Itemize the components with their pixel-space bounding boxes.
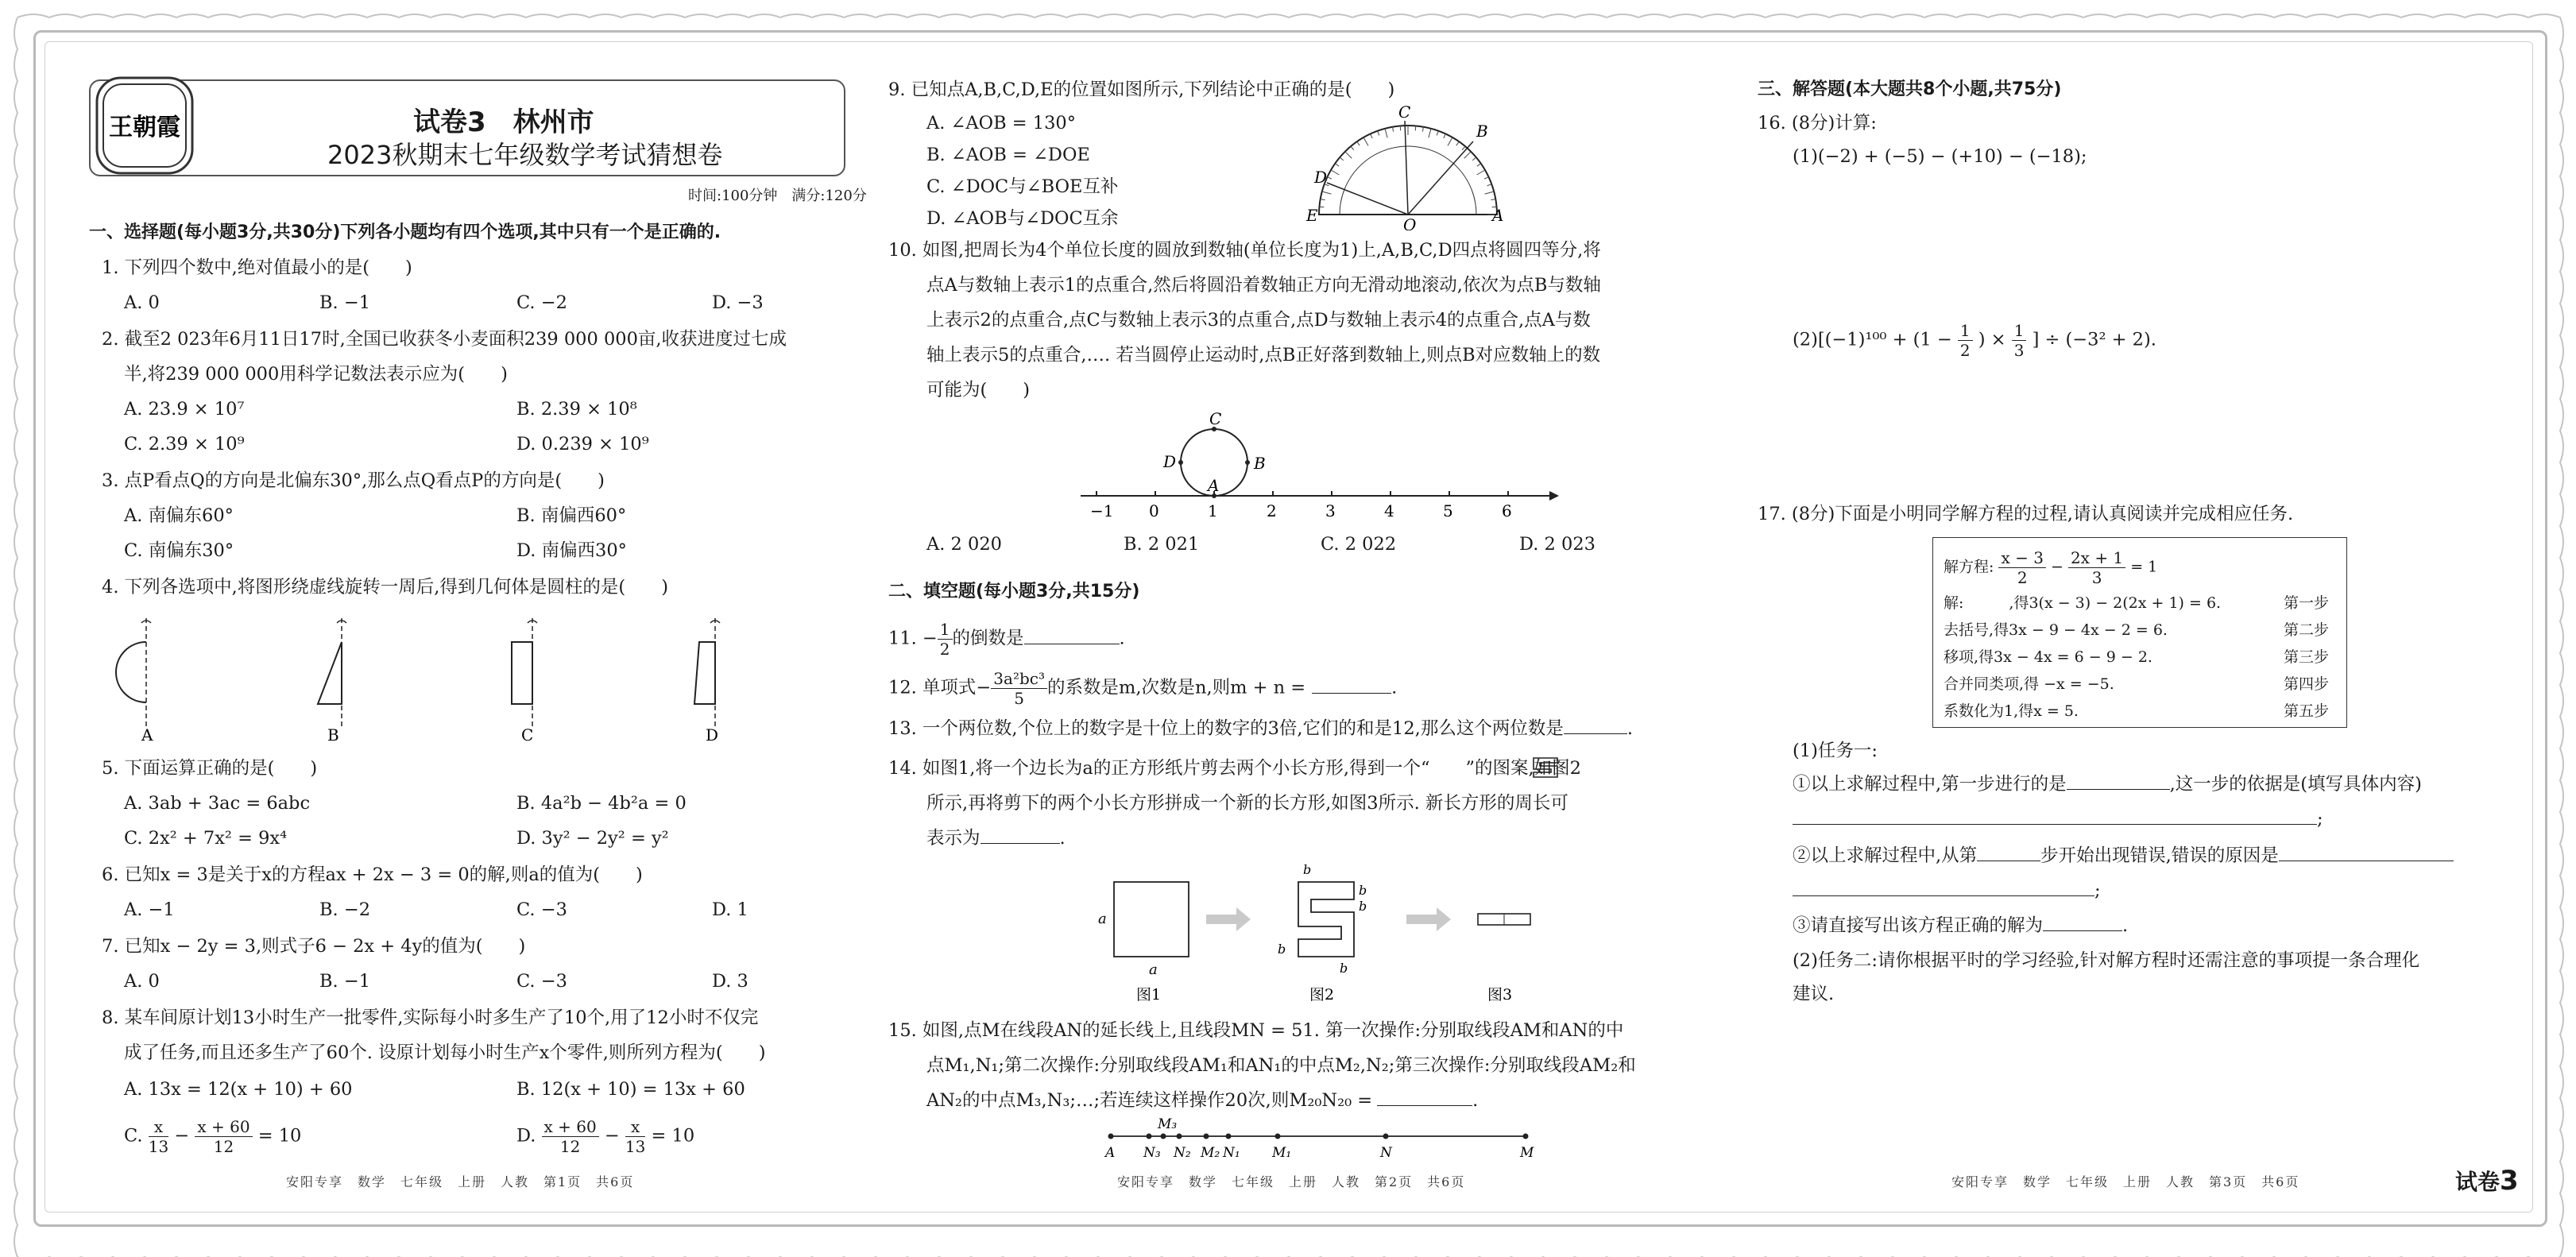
q12-answer-blank [1312, 693, 1391, 694]
q15-line1: 15. 如图,点M在线段AN的延长线上,且线段MN = 51. 第一次操作:分别取线段AM和AN的中 [888, 1020, 1624, 1041]
protractor-tick [1487, 184, 1492, 186]
logo-seal [89, 70, 200, 181]
q17-task1-title: (1)任务一: [1793, 741, 1878, 761]
protractor-tick [1371, 133, 1373, 137]
protractor-tick [1327, 177, 1331, 180]
q1-option-a: A. 0 [124, 292, 160, 313]
svg-text:a: a [1149, 961, 1158, 978]
q17-step4: 合并同类项,得 −x = −5. [1944, 675, 2114, 693]
q8-option-d: D. $\frac{x + 60}{12}$ − $\frac{x}{13}$ = 10 [516, 1117, 695, 1156]
section3-heading: 三、解答题(本大题共8个小题,共75分) [1758, 79, 2062, 99]
q2-option-c: C. 2.39 × 10⁹ [124, 434, 245, 454]
q10-line5: 可能为( ) [926, 380, 1031, 400]
q4-label-b: B [327, 725, 339, 745]
q10-number-line-figure [1073, 397, 1565, 524]
q5-option-b: B. 4a²b − 4b²a = 0 [516, 793, 687, 814]
q4-figures [103, 610, 755, 745]
protractor-tick [1385, 129, 1387, 138]
q4-figure-c [512, 618, 537, 729]
protractor-tick [1322, 191, 1332, 194]
protractor-tick [1472, 157, 1476, 161]
q10-label-d: D [1163, 452, 1177, 471]
q17-step1-label: 第一步 [2284, 594, 2330, 612]
segment-point-label: A [1105, 1145, 1116, 1161]
q10-option-c: C. 2 022 [1321, 534, 1397, 555]
paper-number-badge: 试卷3 [2455, 1165, 2519, 1197]
protractor-tick [1485, 191, 1495, 194]
q17-step4-label: 第四步 [2284, 675, 2330, 693]
q17-step3: 移项,得3x − 4x = 6 − 9 − 2. [1944, 648, 2152, 666]
q14-line3: 表示为 . [926, 828, 1066, 849]
protractor-tick [1462, 146, 1465, 150]
q16-title: 16. (8分)计算: [1758, 113, 1877, 133]
q4-label-c: C [521, 725, 534, 745]
exam-subtitle: 2023秋期末七年级数学考试猜想卷 [327, 140, 723, 170]
footer-page2: 安阳专享 数学 七年级 上册 人教 第2页 共6页 [1117, 1174, 1466, 1189]
q1-option-c: C. −2 [516, 292, 567, 313]
q5-option-d: D. 3y² − 2y² = y² [516, 828, 669, 849]
number-line-tick-label: 3 [1325, 501, 1336, 520]
protractor-tick [1477, 170, 1485, 175]
q1-stem: 1. 下列四个数中,绝对值最小的是( ) [102, 257, 412, 278]
q9-option-d: D. ∠AOB与∠DOC互余 [926, 208, 1119, 229]
svg-text:b: b [1340, 961, 1348, 976]
q14-figures [1089, 855, 1534, 1014]
q2-option-d: D. 0.239 × 10⁹ [516, 434, 649, 454]
q10-label-a: A [1208, 476, 1220, 495]
q9-label-b: B [1476, 122, 1488, 141]
protractor-tick [1340, 157, 1344, 161]
protractor-tick [1400, 126, 1401, 130]
q10-option-a: A. 2 020 [926, 534, 1002, 555]
q10-line1: 10. 如图,把周长为4个单位长度的圆放到数轴(单位长度为1)上,A,B,C,D四点将圆四等分,将 [888, 240, 1601, 261]
q9-label-c: C [1398, 103, 1411, 122]
q7-option-a: A. 0 [124, 971, 160, 992]
q16-part2: (2)[(−1)¹⁰⁰ + (1 − $\frac{1}{2}$ ) × $\frac{1}{3}$ ] ÷ (−3² + 2). [1793, 321, 2156, 360]
segment-point-label: M₂ [1201, 1145, 1220, 1161]
q14-answer-blank [981, 843, 1060, 844]
q10-option-b: B. 2 021 [1124, 534, 1200, 555]
q9-option-b: B. ∠AOB = ∠DOE [926, 145, 1090, 165]
segment-point [1204, 1134, 1209, 1139]
segment-point-label: N₃ [1143, 1145, 1161, 1161]
segment-point [1383, 1134, 1389, 1139]
q8-option-b: B. 12(x + 10) = 13x + 60 [516, 1079, 745, 1100]
segment-point [1161, 1134, 1166, 1139]
protractor-tick [1448, 137, 1452, 145]
q10-line3: 上表示2的点重合,点C与数轴上表示3的点重合,点D与数轴上表示4的点重合,点A与数 [926, 310, 1591, 331]
q9-label-a: A [1492, 206, 1504, 225]
q2-option-b: B. 2.39 × 10⁸ [516, 399, 637, 420]
q8-stem-line1: 8. 某车间原计划13小时生产一批零件,实际每小时多生产了10个,用了12小时不仅完 [102, 1008, 759, 1028]
q9-label-d: D [1314, 168, 1328, 187]
q10-line4: 轴上表示5的点重合,…. 若当圆停止运动时,点B正好落到数轴上,则点B对应数轴上的数 [926, 345, 1601, 365]
q6-option-d: D. 1 [712, 899, 748, 920]
q10-option-d: D. 2 023 [1519, 534, 1595, 555]
segment-point [1108, 1134, 1114, 1139]
q17-step2: 去括号,得3x − 9 − 4x − 2 = 6. [1944, 621, 2168, 639]
protractor-tick [1415, 126, 1416, 130]
q17-step1: 解: ,得3(x − 3) − 2(2x + 1) = 6. [1944, 594, 2222, 612]
q2-stem-line2: 半,将239 000 000用科学记数法表示应为( ) [124, 364, 508, 385]
q17-task1-c: ③请直接写出该方程正确的解为 . [1793, 915, 2129, 936]
segment-point-label: N₁ [1223, 1145, 1240, 1161]
segment-point-label: M₁ [1272, 1145, 1292, 1161]
footer-page3: 安阳专享 数学 七年级 上册 人教 第3页 共6页 [1951, 1174, 2300, 1189]
q17-title: 17. (8分)下面是小明同学解方程的过程,请认真阅读并完成相应任务. [1758, 504, 2294, 524]
number-line-tick-label: −1 [1090, 501, 1114, 520]
protractor-tick [1378, 131, 1379, 136]
protractor-tick [1345, 152, 1352, 158]
protractor-tick [1491, 199, 1495, 200]
q4-figure-d [694, 618, 720, 729]
svg-text:a: a [1098, 911, 1107, 927]
q12: 12. 单项式− $\frac{\text{3a²bc³}}{5}$ 的系数是m,次数是n,则m + n = . [888, 669, 1398, 708]
q17-task1-b-line2: ; [1793, 879, 2101, 903]
protractor-tick [1331, 170, 1339, 175]
q6-option-c: C. −3 [516, 899, 567, 920]
q15-segment-figure [1097, 1112, 1541, 1168]
segment-point [1147, 1134, 1152, 1139]
svg-text:b: b [1359, 899, 1367, 914]
q14-line1: 14. 如图1,将一个边长为a的正方形纸片剪去两个小长方形,得到一个“ ”的图案,如图2 [888, 758, 1581, 779]
number-line-tick-label: 6 [1502, 501, 1512, 520]
number-line-tick-label: 2 [1267, 501, 1277, 520]
q14-line2: 所示,再将剪下的两个小长方形拼成一个新的长方形,如图3所示. 新长方形的周长可 [926, 793, 1568, 814]
q7-option-c: C. −3 [516, 971, 567, 992]
q17-task1-a: ①以上求解过程中,第一步进行的是 ,这一步的依据是(填写具体内容) [1793, 774, 2422, 795]
q8-option-c: C. $\frac{x}{13}$ − $\frac{x + 60}{12}$ = 10 [124, 1117, 302, 1156]
q6-option-b: B. −2 [319, 899, 371, 920]
q9-label-e: E [1306, 206, 1318, 225]
number-line-tick-label: 4 [1384, 501, 1394, 520]
svg-text:图1: 图1 [1136, 986, 1162, 1004]
q8-option-a: A. 13x = 12(x + 10) + 60 [124, 1079, 353, 1100]
number-line-tick-label: 5 [1443, 501, 1453, 520]
q17-task1-c-blank[interactable] [2043, 930, 2122, 931]
q15-line2: 点M₁,N₁;第二次操作:分别取线段AM₁和AN₁的中点M₂,N₂;第三次操作:分别取线段AM₂和 [926, 1055, 1636, 1076]
q13-answer-blank [1564, 733, 1627, 734]
q10-label-b: B [1254, 454, 1266, 473]
q17-step5: 系数化为1,得x = 5. [1944, 702, 2079, 720]
protractor-tick [1444, 133, 1446, 137]
protractor-tick [1321, 199, 1325, 200]
q17-equation: 解方程: $\frac{x - 3}{2}$ − $\frac{2x + 1}{3}$ = 1 [1944, 548, 2158, 587]
q3-stem: 3. 点P看点Q的方向是北偏东30°,那么点Q看点P的方向是( ) [102, 470, 605, 491]
q7-option-b: B. −1 [319, 971, 371, 992]
q1-option-d: D. −3 [712, 292, 764, 313]
q9-option-c: C. ∠DOC与∠BOE互补 [926, 176, 1119, 197]
q1-option-b: B. −1 [319, 292, 371, 313]
q8-stem-line2: 成了任务,而且还多生产了60个. 设原计划每小时生产x个零件,则所列方程为( ) [124, 1042, 766, 1063]
q3-option-c: C. 南偏东30° [124, 540, 234, 561]
q5-option-a: A. 3ab + 3ac = 6abc [124, 793, 311, 814]
q17-task1-b: ②以上求解过程中,从第 步开始出现错误,错误的原因是 [1793, 844, 2454, 868]
protractor-tick [1456, 141, 1459, 145]
svg-text:b: b [1278, 942, 1286, 957]
q17-task1-a-blank1[interactable] [2067, 789, 2170, 790]
q14-inline-shape [1530, 755, 1562, 780]
segment-point-label: M [1520, 1145, 1534, 1161]
q17-task1-b-blank3[interactable] [1793, 895, 2094, 896]
q3-option-d: D. 南偏西30° [516, 540, 627, 561]
segment-point [1523, 1134, 1529, 1139]
q16-part1: (1)(−2) + (−5) − (+10) − (−18); [1793, 146, 2087, 167]
q9-option-a: A. ∠AOB = 130° [926, 113, 1076, 133]
segment-point-label: N [1380, 1145, 1392, 1161]
svg-text:b: b [1359, 883, 1367, 898]
section1-heading: 一、选择题(每小题3分,共30分)下列各小题均有四个选项,其中只有一个是正确的. [89, 222, 721, 242]
q4-stem: 4. 下列各选项中,将图形绕虚线旋转一周后,得到几何体是圆柱的是( ) [102, 577, 668, 598]
number-line-tick-label: 0 [1149, 501, 1159, 520]
q17-step5-label: 第五步 [2284, 702, 2330, 720]
protractor-tick [1464, 152, 1471, 158]
q9-label-o: O [1403, 215, 1417, 230]
protractor-tick [1393, 127, 1394, 132]
svg-text:图3: 图3 [1487, 986, 1513, 1004]
q17-step2-label: 第二步 [2284, 621, 2330, 639]
q10-label-c: C [1209, 409, 1222, 428]
q2-option-a: A. 23.9 × 10⁷ [124, 399, 245, 420]
time-score-info: 时间:100分钟 满分:120分 [688, 188, 867, 204]
q5-stem: 5. 下面运算正确的是( ) [102, 758, 318, 779]
protractor-tick [1437, 131, 1438, 136]
q6-stem: 6. 已知x = 3是关于x的方程ax + 2x − 3 = 0的解,则a的值为( ) [102, 864, 643, 885]
exam-title: 试卷3 林州市 [413, 106, 594, 138]
number-line-tick-label: 1 [1208, 501, 1218, 520]
protractor-tick [1477, 164, 1481, 166]
segment-point-label: M₃ [1158, 1116, 1178, 1132]
protractor-tick [1484, 177, 1488, 180]
q4-figure-a [116, 618, 151, 729]
q17-task2-line2: 建议. [1793, 984, 1835, 1004]
q7-stem: 7. 已知x − 2y = 3,则式子6 − 2x + 4y的值为( ) [102, 936, 526, 957]
protractor-tick [1335, 164, 1339, 166]
q11: 11. − $\frac{1}{2}$ 的倒数是 . [888, 620, 1125, 659]
q3-option-a: A. 南偏东60° [124, 505, 234, 526]
svg-text:王朝霞: 王朝霞 [109, 114, 180, 141]
section2-heading: 二、填空题(每小题3分,共15分) [888, 582, 1140, 601]
footer-page1: 安阳专享 数学 七年级 上册 人教 第1页 共6页 [286, 1174, 635, 1189]
segment-point [1275, 1134, 1281, 1139]
q17-task1-a-line2: ; [1793, 807, 2323, 831]
q9-protractor-figure [1303, 103, 1518, 230]
q17-task2-line1: (2)任务二:请你根据平时的学习经验,针对解方程时还需注意的事项提一条合理化 [1793, 950, 2420, 971]
protractor-tick [1429, 129, 1431, 138]
q2-stem-line1: 2. 截至2 023年6月11日17时,全国已收获冬小麦面积239 000 000亩,收获进度过七成 [102, 329, 787, 350]
q15-answer-blank [1377, 1105, 1472, 1106]
protractor-tick [1422, 127, 1423, 132]
protractor-tick [1357, 141, 1360, 145]
q9-stem: 9. 已知点A,B,C,D,E的位置如图所示,下列结论中正确的是( ) [888, 79, 1395, 100]
q17-step3-label: 第三步 [2284, 648, 2330, 666]
q15-line3: AN₂的中点M₃,N₃;…;若连续这样操作20次,则M₂₀N₂₀ = . [926, 1090, 1479, 1111]
protractor-tick [1363, 137, 1368, 145]
protractor-tick [1351, 146, 1354, 150]
q5-option-c: C. 2x² + 7x² = 9x⁴ [124, 828, 288, 849]
q10-line2: 点A与数轴上表示1的点重合,然后将圆沿着数轴正方向无滑动地滚动,依次为点B与数轴 [926, 275, 1601, 296]
q3-option-b: B. 南偏西60° [516, 505, 627, 526]
q7-option-d: D. 3 [712, 971, 748, 992]
q13: 13. 一个两位数,个位上的数字是十位上的数字的3倍,它们的和是12,那么这个两位数是 . [888, 718, 1633, 739]
svg-text:图2: 图2 [1309, 986, 1335, 1004]
q4-label-d: D [706, 725, 719, 745]
q4-label-a: A [141, 725, 153, 745]
segment-point [1226, 1134, 1232, 1139]
svg-text:b: b [1303, 862, 1312, 877]
q6-option-a: A. −1 [124, 899, 175, 920]
segment-point [1177, 1134, 1182, 1139]
q17-task1-a-blank2[interactable] [1793, 824, 2317, 825]
q4-figure-b [318, 618, 346, 729]
segment-point-label: N₂ [1174, 1145, 1191, 1161]
